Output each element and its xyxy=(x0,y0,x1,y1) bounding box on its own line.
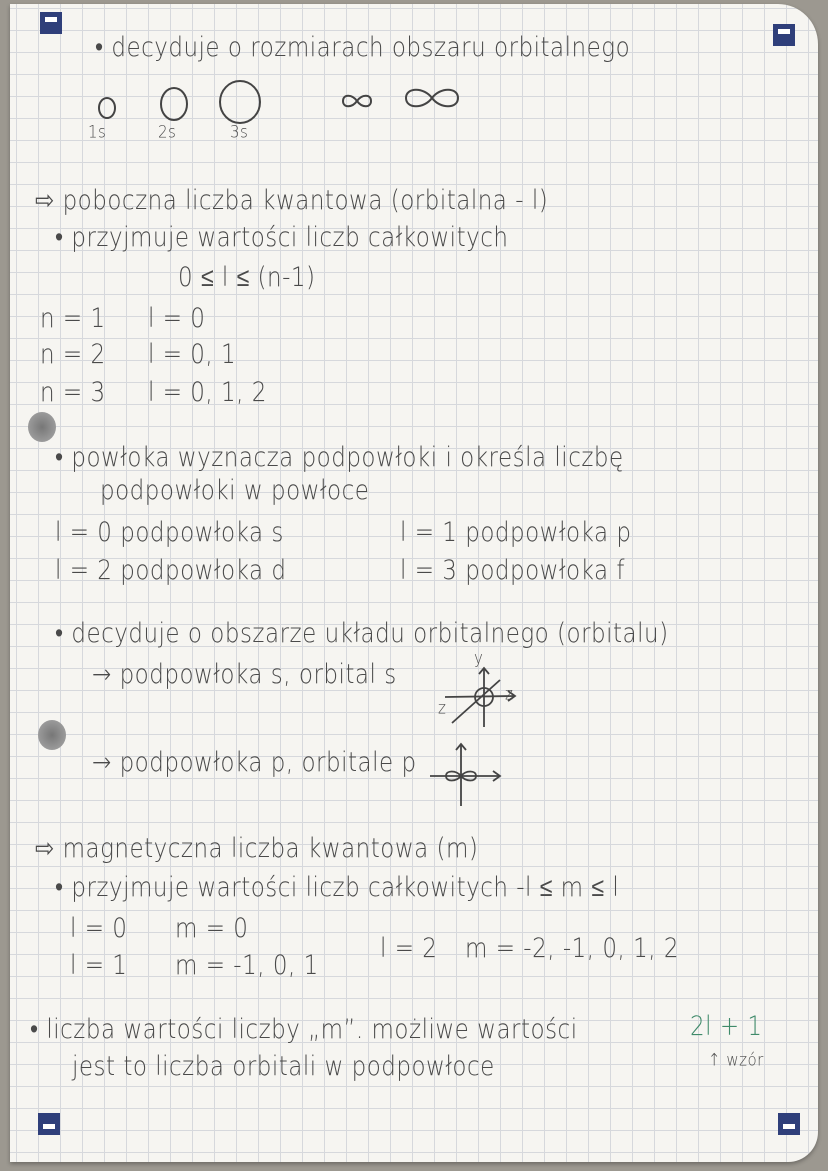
l-value: l = 0, 1 xyxy=(148,340,237,370)
subshell-s: l = 0 podpowłoka s xyxy=(55,518,284,548)
axis-label-z: z xyxy=(505,683,514,704)
formula-2l-plus-1: 2l + 1 xyxy=(690,1012,763,1042)
m-value: m = -1, 0, 1 xyxy=(175,951,319,981)
text-line: • przyjmuje wartości liczb całkowitych -l ≤ m ≤ l xyxy=(55,873,620,903)
l-value: l = 0 xyxy=(148,304,206,334)
text-line: → podpowłoka p, orbitale p xyxy=(92,748,417,778)
subshell-d: l = 2 podpowłoka d xyxy=(55,556,287,586)
label-3s: 3s xyxy=(230,121,249,142)
section-heading: ⇨ poboczna liczba kwantowa (orbitalna - l) xyxy=(35,186,549,216)
n-value: n = 3 xyxy=(40,378,106,408)
formula-note: ↑ wzór xyxy=(708,1049,764,1070)
text-line: • decyduje o obszarze układu orbitalnego (orbitalu) xyxy=(55,619,669,649)
label-1s: 1s xyxy=(88,121,107,142)
l-value: l = 0 xyxy=(70,914,128,944)
l-value: l = 1 xyxy=(70,951,128,981)
l-value: l = 0, 1, 2 xyxy=(148,378,267,408)
text-line: • decyduje o rozmiarach obszaru orbitalnego xyxy=(95,33,631,63)
text-line: • przyjmuje wartości liczb całkowitych xyxy=(55,223,509,253)
n-value: n = 1 xyxy=(40,304,106,334)
text-line: jest to liczba orbitali w podpowłoce xyxy=(72,1052,495,1082)
formula: 0 ≤ l ≤ (n-1) xyxy=(178,263,316,293)
text-line: → podpowłoka s, orbital s xyxy=(92,660,397,690)
l-value: l = 2 xyxy=(380,934,438,964)
text-line: • powłoka wyznacza podpowłoki i określa liczbę xyxy=(55,443,624,473)
text-line: podpowłoki w powłoce xyxy=(100,476,370,506)
m-value: m = 0 xyxy=(175,914,249,944)
section-heading: ⇨ magnetyczna liczba kwantowa (m) xyxy=(35,834,479,864)
m-value: m = -2, -1, 0, 1, 2 xyxy=(465,934,680,964)
text-line: • liczba wartości liczby „m”. możliwe wartości xyxy=(30,1015,578,1045)
subshell-f: l = 3 podpowłoka f xyxy=(400,556,626,586)
axis-label-y: y xyxy=(474,647,484,668)
subshell-p: l = 1 podpowłoka p xyxy=(400,518,632,548)
axis-label-z: z xyxy=(438,697,447,718)
n-value: n = 2 xyxy=(40,340,106,370)
label-2s: 2s xyxy=(158,121,177,142)
